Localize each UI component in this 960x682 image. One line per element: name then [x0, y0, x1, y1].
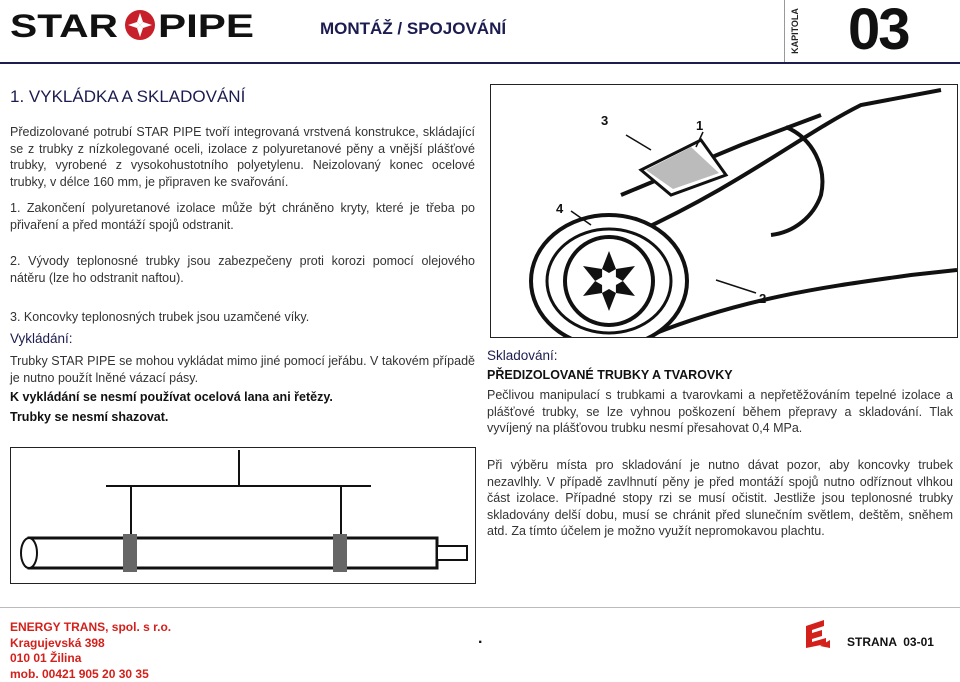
chapter-number: 03: [848, 0, 909, 60]
energy-trans-logo-icon: [802, 618, 832, 652]
pipe-end-diagram: [490, 84, 958, 338]
footer-rule: [0, 607, 960, 608]
page-title: MONTÁŽ / SPOJOVÁNÍ: [320, 19, 506, 39]
intro-paragraph: Předizolované potrubí STAR PIPE tvoří integrovaná vrstvená konstrukce, skládající se z trubky z nízkolegované oceli, izolace z polyuretanové pěny a vnější plášťové trubky, vyrobené z vysokohustotního polyetylenu. Neizolovaný konec ocelové trubky, v délce 160 mm, je připraven ke svařování.: [10, 124, 475, 190]
star-pipe-logo: [10, 6, 255, 44]
item-3: 3. Koncovky teplonosných trubek jsou uzamčené víky.: [10, 309, 475, 326]
vykladani-heading: Vykládání:: [10, 331, 73, 346]
pipe-end-drawing: [491, 85, 957, 337]
crane-lifting-drawing: [11, 448, 475, 583]
footer-street: Kragujevská 398: [10, 636, 171, 652]
skladovani-subheading: PŘEDIZOLOVANÉ TRUBKY A TVAROVKY: [487, 368, 733, 382]
footer-company: ENERGY TRANS, spol. s r.o.: [10, 620, 171, 636]
skladovani-text-2: Při výběru místa pro skladování je nutno dávat pozor, aby koncovky trubek nezavlhly. V případě zavlhnutí pěny je před montáží spojů nutno odříznout vlhkou část izolace. Případné stopy rzi se musí očistit. Jestliže jsou teplonosné trubky skladovány delší dobu, musí se chránit před slunečním světlem, deštěm, sněhem atd. Za tímto účelem je možno využít nepromokavou plachtu.: [487, 457, 953, 540]
footer-address: [10, 620, 171, 682]
svg-text:STAR: STAR: [10, 8, 118, 44]
kapitola-label: KAPITOLA: [790, 0, 800, 66]
header-divider: [784, 0, 785, 62]
vykladani-text: Trubky STAR PIPE se mohou vykládat mimo jiné pomocí jeřábu. V takovém případě je nutno použít lněné vázací pásy.: [10, 353, 475, 386]
item-1: 1. Zakončení polyuretanové izolace může být chráněno kryty, které je třeba po přivaření a před montáží spojů odstranit.: [10, 200, 475, 233]
crane-lifting-diagram: [10, 447, 476, 584]
skladovani-heading: Skladování:: [487, 348, 558, 363]
header-rule: [0, 62, 960, 64]
section-heading: 1. VYKLÁDKA A SKLADOVÁNÍ: [10, 87, 245, 107]
vykladani-warning-drop: Trubky se nesmí shazovat.: [10, 409, 475, 426]
vykladani-warning-ropes: K vykládání se nesmí používat ocelová lana ani řetězy.: [10, 389, 475, 406]
item-2: 2. Vývody teplonosné trubky jsou zabezpečeny proti korozi pomocí olejového nátěru (lze ho odstranit naftou).: [10, 253, 475, 286]
footer-phone: mob. 00421 905 20 30 35: [10, 667, 171, 682]
footer-dot: .: [478, 630, 482, 648]
skladovani-text-1: Pečlivou manipulací s trubkami a tvarovkami a nepřetěžováním tepelné izolace a plášťové trubky, se lze vyhnou poškození během přepravy a skladování. Tlak vyvíjený na plášťovou trubku nesmí přesahovat 0,4 MPa.: [487, 387, 953, 437]
page-number: STRANA 03-01: [847, 635, 934, 649]
logo-graphic: [10, 6, 255, 44]
footer-city: 010 01 Žilina: [10, 651, 171, 667]
svg-text:PIPE: PIPE: [158, 8, 254, 44]
diagram-label-1: 1: [696, 118, 703, 133]
diagram-label-2: 2: [759, 291, 766, 306]
diagram-label-4: 4: [556, 201, 564, 216]
energy-trans-logo: [802, 618, 832, 652]
diagram-label-3: 3: [601, 113, 608, 128]
